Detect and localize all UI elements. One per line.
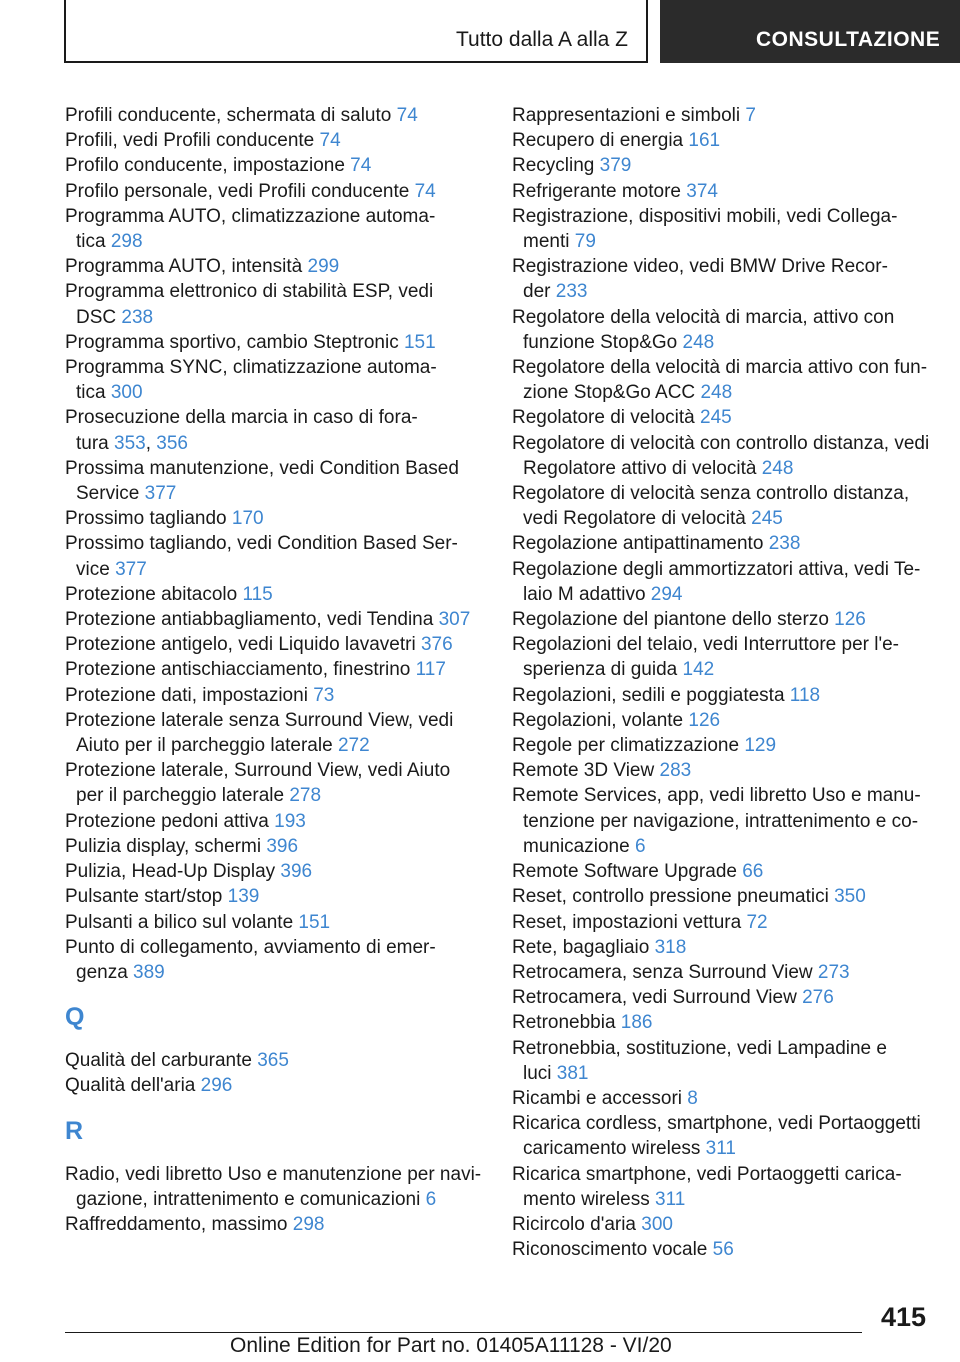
index-entry: Riconoscimento vocale 56 xyxy=(512,1239,734,1261)
page-reference-link[interactable]: 356 xyxy=(156,432,188,454)
page-reference-link[interactable]: 161 xyxy=(688,130,721,152)
page-reference-link[interactable]: 73 xyxy=(313,684,335,706)
index-letter-heading: R xyxy=(65,1116,84,1145)
page-reference-link[interactable]: 396 xyxy=(266,835,299,857)
page-reference-link[interactable]: 353 xyxy=(114,432,146,454)
index-entry: Pulsante start/stop 139 xyxy=(65,886,260,908)
page-reference-link[interactable]: 350 xyxy=(834,886,866,908)
page-reference-link[interactable]: 376 xyxy=(420,634,453,656)
page-reference-link[interactable]: 233 xyxy=(555,281,588,303)
page-reference-link[interactable]: 245 xyxy=(700,407,732,429)
index-entry: Programma AUTO, intensità 299 xyxy=(65,256,340,278)
index-entry: Qualità dell'aria 296 xyxy=(65,1075,233,1097)
index-entry: Refrigerante motore 374 xyxy=(512,180,718,202)
index-column-right xyxy=(512,103,932,1262)
index-entry: Regolatore di velocità 245 xyxy=(512,407,732,429)
index-entry: Prossima manutenzione, vedi Condition Based Service 377 xyxy=(65,457,459,505)
index-entry: Radio, vedi libretto Uso e manutenzione per navi‐ gazione, intrattenimento e comunicazioni 6 xyxy=(65,1163,482,1210)
page-reference-link[interactable]: 248 xyxy=(682,331,715,353)
page-reference-link[interactable]: 307 xyxy=(438,609,471,631)
index-entry: Profili conducente, schermata di saluto 74 xyxy=(65,105,418,126)
index-entry: Protezione antigelo, vedi Liquido lavavetri 376 xyxy=(65,634,453,656)
index-entry: Rete, bagagliaio 318 xyxy=(512,936,687,958)
page-reference-link[interactable]: 6 xyxy=(425,1188,437,1210)
index-entry: Qualità del carburante 365 xyxy=(65,1050,289,1072)
index-entry: Protezione antiabbagliamento, vedi Tendina 307 xyxy=(65,609,471,631)
page-reference-link[interactable]: 300 xyxy=(110,382,143,404)
page-reference-link[interactable]: 374 xyxy=(686,180,718,202)
page-reference-link[interactable]: 151 xyxy=(403,331,436,353)
page-number: 415 xyxy=(880,1302,926,1332)
page-reference-link[interactable]: 79 xyxy=(574,231,596,253)
page-reference-link[interactable]: 248 xyxy=(700,382,733,404)
index-entry: Registrazione, dispositivi mobili, vedi Collega‐ menti 79 xyxy=(512,205,898,253)
index-entry: Ricircolo d'aria 300 xyxy=(512,1213,673,1235)
page-reference-link[interactable]: 6 xyxy=(634,835,646,857)
page-reference-link[interactable]: 298 xyxy=(110,231,143,253)
index-entry: Remote Services, app, vedi libretto Uso e manu‐ tenzione per navigazione, intrattenimento e co‐ municazione 6 xyxy=(512,785,921,857)
index-entry: Regolazioni, volante 126 xyxy=(512,709,721,731)
footer-edition xyxy=(230,1334,672,1358)
page-reference-link[interactable]: 238 xyxy=(121,306,154,328)
page-reference-link[interactable]: 396 xyxy=(280,861,313,883)
index-entry: Regolatore di velocità con controllo distanza, vedi Regolatore attivo di velocità 248 xyxy=(512,432,930,479)
section-title: Tutto dalla A alla Z xyxy=(456,28,628,51)
index-entry: Regolatore di velocità senza controllo distanza, vedi Regolatore di velocità 245 xyxy=(512,483,910,530)
index-entry: Prossimo tagliando 170 xyxy=(65,508,264,530)
index-entry: Regole per climatizzazione 129 xyxy=(512,735,777,757)
index-entry: Protezione abitacolo 115 xyxy=(65,583,273,605)
page-reference-link[interactable]: 115 xyxy=(242,583,273,605)
page-reference-link[interactable]: 379 xyxy=(599,155,632,177)
page-reference-link[interactable]: 276 xyxy=(802,987,834,1009)
page-reference-link[interactable]: 74 xyxy=(396,105,418,126)
page-reference-link[interactable]: 272 xyxy=(337,735,370,757)
index-entry: Profili, vedi Profili conducente 74 xyxy=(65,130,341,152)
section-header-tab xyxy=(64,0,648,63)
index-entry: Retronebbia, sostituzione, vedi Lampadine e luci 381 xyxy=(512,1037,887,1084)
index-entry: Recupero di energia 161 xyxy=(512,130,721,152)
index-entry: Retrocamera, vedi Surround View 276 xyxy=(512,987,834,1009)
page-reference-link[interactable]: 170 xyxy=(231,508,264,530)
index-entry: Remote 3D View 283 xyxy=(512,760,692,782)
index-entry: Protezione laterale senza Surround View, vedi Aiuto per il parcheggio laterale 272 xyxy=(65,709,454,757)
index-entry: Regolatore della velocità di marcia attivo con fun‐ zione Stop&Go ACC 248 xyxy=(512,357,928,404)
chapter-tab: CONSULTAZIONE xyxy=(660,0,960,63)
page-reference-link[interactable]: 318 xyxy=(654,936,687,958)
index-entry: Pulizia display, schermi 396 xyxy=(65,835,299,857)
index-entry: Protezione dati, impostazioni 73 xyxy=(65,684,335,706)
page-reference-link[interactable]: 66 xyxy=(742,861,764,883)
page-reference-link[interactable]: 381 xyxy=(556,1062,589,1084)
index-entry: Retronebbia 186 xyxy=(512,1012,653,1034)
page-reference-link[interactable]: 186 xyxy=(620,1012,653,1034)
page-reference-link[interactable]: 74 xyxy=(414,180,436,202)
index-entry: Ricambi e accessori 8 xyxy=(512,1087,698,1109)
index-entry: Protezione pedoni attiva 193 xyxy=(65,810,306,832)
page-reference-link[interactable]: 74 xyxy=(319,130,341,152)
page-reference-link[interactable]: 245 xyxy=(751,508,783,530)
index-letter-heading: Q xyxy=(65,1003,85,1032)
index-entry: Recycling 379 xyxy=(512,155,632,177)
page-reference-link[interactable]: 389 xyxy=(133,961,165,983)
index-entry: Reset, controllo pressione pneumatici 350 xyxy=(512,886,866,908)
page-reference-link[interactable]: 377 xyxy=(115,558,147,580)
page-reference-link[interactable]: 238 xyxy=(768,533,801,555)
page-reference-link[interactable]: 283 xyxy=(659,760,692,782)
index-entry: Profilo personale, vedi Profili conducente 74 xyxy=(65,180,436,202)
page-reference-link[interactable]: 311 xyxy=(655,1188,686,1210)
page-reference-link[interactable]: 294 xyxy=(650,583,683,605)
page-reference-link[interactable]: 365 xyxy=(257,1050,289,1072)
index-entry: Ricarica smartphone, vedi Portaoggetti carica‐ mento wireless 311 xyxy=(512,1163,902,1210)
footer-edition-text: Online Edition for Part no. 01405A11128 - VI/20 xyxy=(230,1334,672,1357)
page-reference-link[interactable]: 296 xyxy=(200,1075,233,1097)
index-entry: Programma SYNC, climatizzazione automa‐ tica 300 xyxy=(65,357,437,404)
page-reference-link[interactable]: 311 xyxy=(705,1138,736,1160)
index-entry: Regolazione degli ammortizzatori attiva, vedi Te‐ laio M adattivo 294 xyxy=(512,558,921,605)
page-reference-link[interactable]: 299 xyxy=(307,256,340,278)
page-reference-link[interactable]: 193 xyxy=(274,810,306,832)
index-entry: Rappresentazioni e simboli 7 xyxy=(512,105,756,126)
index-entry: Profilo conducente, impostazione 74 xyxy=(65,155,372,177)
index-entry: Programma AUTO, climatizzazione automa‐ tica 298 xyxy=(65,205,436,253)
page-reference-link[interactable]: 126 xyxy=(834,609,866,631)
page-reference-link[interactable]: 72 xyxy=(746,911,768,933)
index-entry: Protezione antischiacciamento, finestrino 117 xyxy=(65,659,446,681)
index-entry: Regolatore della velocità di marcia, attivo con funzione Stop&Go 248 xyxy=(512,306,895,353)
page-reference-link[interactable]: 117 xyxy=(415,659,446,681)
index-entry: Pulizia, Head-Up Display 396 xyxy=(65,861,313,883)
index-entry: Regolazione del piantone dello sterzo 126 xyxy=(512,609,866,631)
index-entry: Programma elettronico di stabilità ESP, vedi DSC 238 xyxy=(65,281,434,328)
page-reference-link[interactable]: 74 xyxy=(350,155,372,177)
index-entry: Pulsanti a bilico sul volante 151 xyxy=(65,911,331,933)
page-reference-link[interactable]: 129 xyxy=(744,735,777,757)
page-reference-link[interactable]: 8 xyxy=(687,1087,698,1109)
index-entry: Regolazioni del telaio, vedi Interruttore per l'e‐ sperienza di guida 142 xyxy=(512,634,900,681)
page-reference-link[interactable]: 300 xyxy=(641,1213,673,1235)
page-reference-link[interactable]: 7 xyxy=(745,105,756,126)
page-reference-link[interactable]: 118 xyxy=(789,684,821,706)
index-entry: Retrocamera, senza Surround View 273 xyxy=(512,961,850,983)
index-entry: Programma sportivo, cambio Steptronic 151 xyxy=(65,331,436,353)
page-reference-link[interactable]: 248 xyxy=(761,457,794,479)
page-reference-link[interactable]: 126 xyxy=(688,709,721,731)
index-entry: Punto di collegamento, avviamento di emer‐ genza 389 xyxy=(65,936,436,983)
page-reference-link[interactable]: 139 xyxy=(227,886,260,908)
index-entry: Ricarica cordless, smartphone, vedi Portaoggetti caricamento wireless 311 xyxy=(512,1113,921,1160)
index-entry: Reset, impostazioni vettura 72 xyxy=(512,911,768,933)
index-entry: Regolazioni, sedili e poggiatesta 118 xyxy=(512,684,821,706)
index-entry: Raffreddamento, massimo 298 xyxy=(65,1213,325,1235)
index-column-left xyxy=(65,103,485,1237)
index-entry: Remote Software Upgrade 66 xyxy=(512,861,764,883)
page-reference-link[interactable]: 298 xyxy=(292,1213,325,1235)
index-entry: Prossimo tagliando, vedi Condition Based Ser‐ vice 377 xyxy=(65,533,458,580)
page-reference-link[interactable]: 142 xyxy=(682,659,715,681)
index-entry: Registrazione video, vedi BMW Drive Recor‐ der 233 xyxy=(512,256,888,303)
page-reference-link[interactable]: 377 xyxy=(144,483,177,505)
index-entry: Prosecuzione della marcia in caso di fora‐ tura 353, 356 xyxy=(65,407,418,454)
footer-divider xyxy=(65,1332,862,1333)
index-entry: Protezione laterale, Surround View, vedi Aiuto per il parcheggio laterale 278 xyxy=(65,760,451,807)
page-reference-link[interactable]: 56 xyxy=(712,1239,734,1261)
page-reference-link[interactable]: 151 xyxy=(298,911,331,933)
index-entry: Regolazione antipattinamento 238 xyxy=(512,533,801,555)
page-reference-link[interactable]: 273 xyxy=(817,961,850,983)
page-reference-link[interactable]: 278 xyxy=(289,785,322,807)
